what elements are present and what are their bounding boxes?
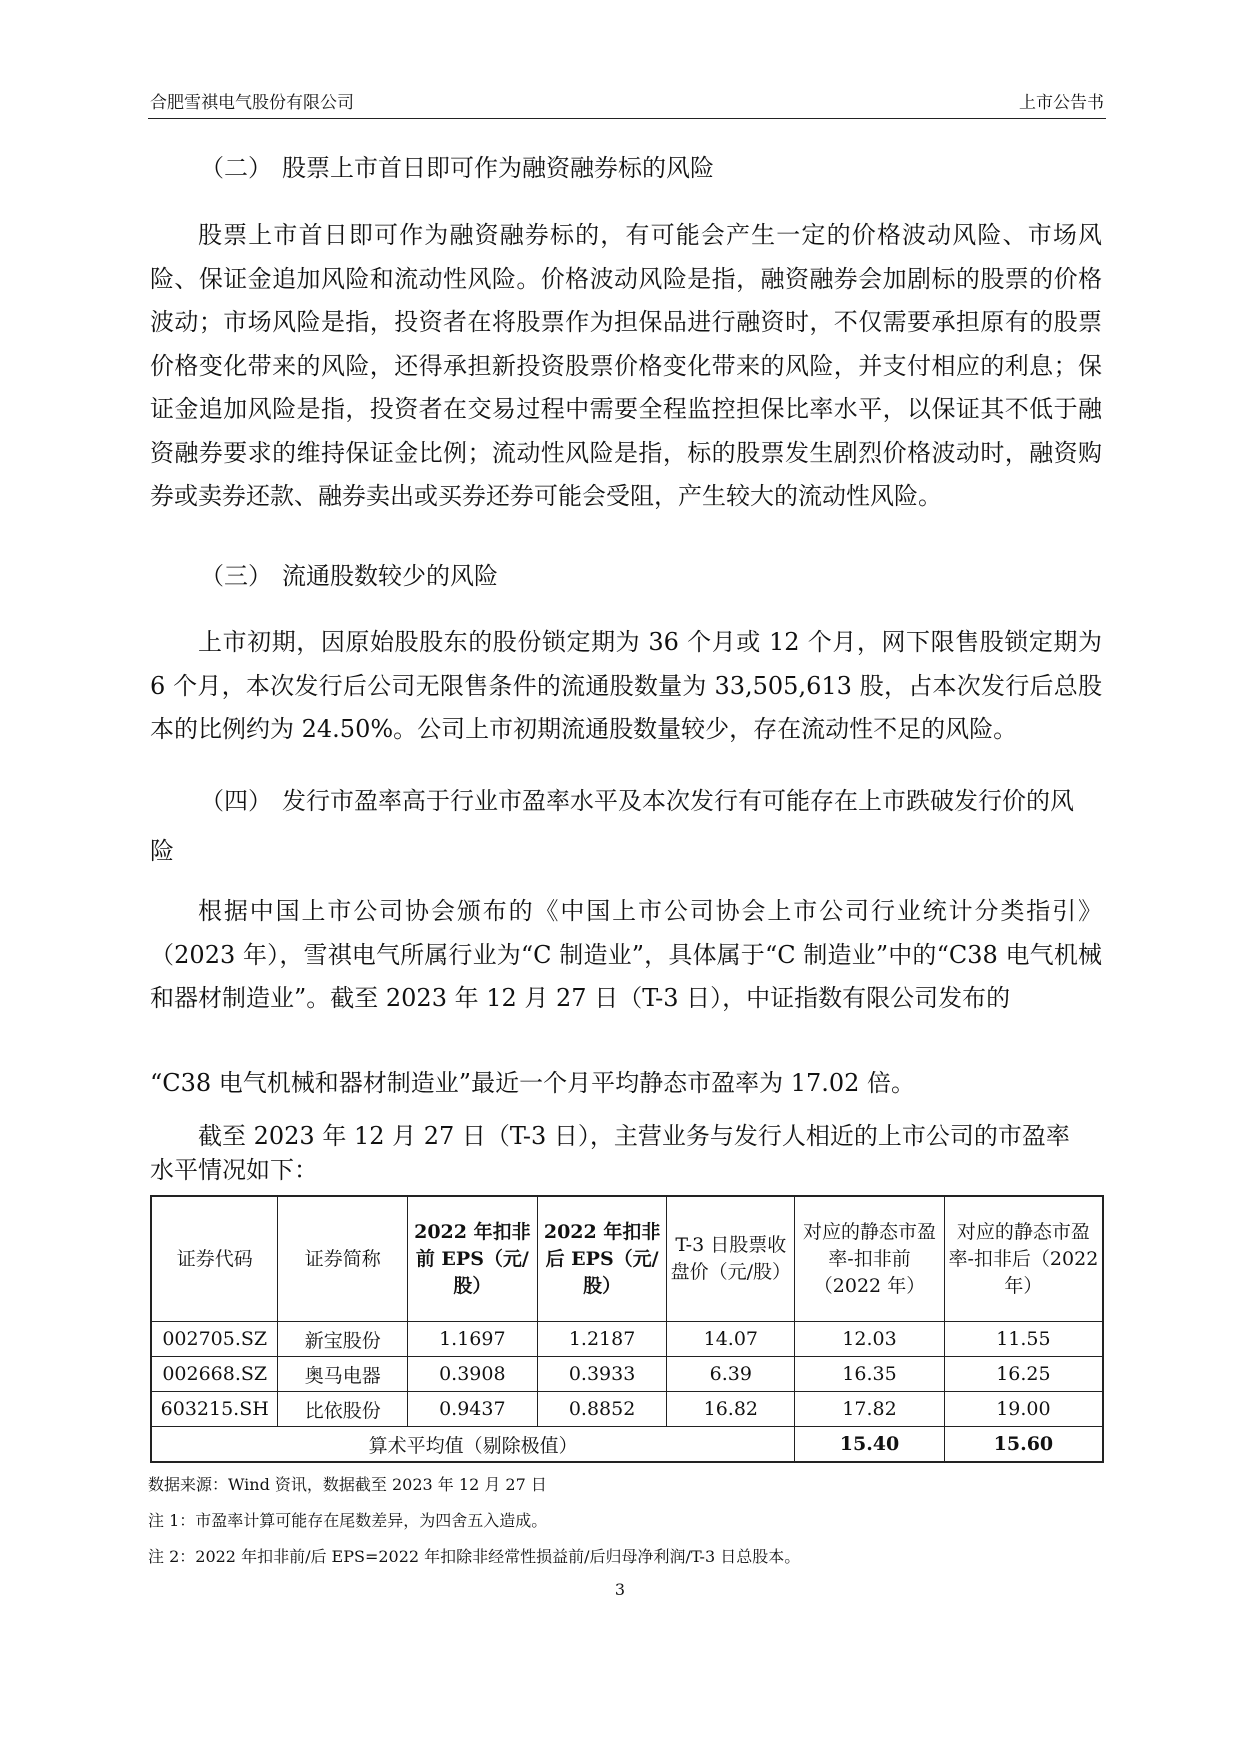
header-name: 证券简称 (278, 1196, 408, 1322)
header-eps-before: 2022 年扣非前 EPS（元/股） (407, 1196, 537, 1322)
cell-name: 新宝股份 (278, 1322, 408, 1357)
section-3-body: 上市初期，因原始股股东的股份锁定期为 36 个月或 12 个月，网下限售股锁定期为 6 个月，本次发行后公司无限售条件的流通股数量为 33,505,613 股，占本次发行后总股本的比例约为 24.50%。公司上市初期流通股数量较少，存在流动性不足的风险。 (150, 628, 1102, 743)
cell-name: 比依股份 (278, 1392, 408, 1427)
header-doc-type: 上市公告书 (1019, 93, 1104, 113)
table-row (151, 1322, 1103, 1357)
average-pe-before: 15.40 (795, 1427, 945, 1463)
section-4-number: （四） (200, 787, 272, 815)
cell-pe-after: 16.25 (944, 1357, 1103, 1392)
cell-eps-before: 0.9437 (407, 1392, 537, 1427)
header-company: 合肥雪祺电气股份有限公司 (150, 93, 354, 113)
cell-code: 002705.SZ (151, 1322, 278, 1357)
cell-code: 002668.SZ (151, 1357, 278, 1392)
section-3-title: 流通股数较少的风险 (282, 562, 498, 590)
cell-close-price: 16.82 (667, 1392, 795, 1427)
section-3-heading (200, 556, 498, 591)
cell-pe-before: 16.35 (795, 1357, 945, 1392)
cell-eps-after: 0.3933 (537, 1357, 667, 1392)
cell-name: 奥马电器 (278, 1357, 408, 1392)
section-3-number: （三） (200, 562, 272, 590)
cell-code: 603215.SH (151, 1392, 278, 1427)
section-4-body-line2: “C38 电气机械和器材制造业”最近一个月平均静态市盈率为 17.02 倍。 (150, 1069, 916, 1097)
cell-pe-before: 17.82 (795, 1392, 945, 1427)
data-source-note: 数据来源：Wind 资讯，数据截至 2023 年 12 月 27 日 (148, 1475, 547, 1494)
header-code: 证券代码 (151, 1196, 278, 1322)
cell-pe-before: 12.03 (795, 1322, 945, 1357)
cell-pe-after: 11.55 (944, 1322, 1103, 1357)
table-intro: 截至 2023 年 12 月 27 日（T-3 日），主营业务与发行人相近的上市公司的市盈率 (198, 1122, 1070, 1150)
section-4-heading (200, 781, 1074, 816)
section-4-body: 根据中国上市公司协会颁布的《中国上市公司协会上市公司行业统计分类指引》（2023 年），雪祺电气所属行业为“C 制造业”，具体属于“C 制造业”中的“C38 电气机械和器材制造业”。截至 2023 年 12 月 27 日（T-3 日），中证指数有限公司发布的 (150, 897, 1102, 1012)
average-pe-after: 15.60 (944, 1427, 1103, 1463)
table-row (151, 1392, 1103, 1427)
section-2-heading (200, 148, 714, 183)
table-average-row (151, 1427, 1103, 1463)
header-close-price: T-3 日股票收盘价（元/股） (667, 1196, 795, 1322)
cell-eps-after: 1.2187 (537, 1322, 667, 1357)
cell-close-price: 14.07 (667, 1322, 795, 1357)
header-eps-after: 2022 年扣非后 EPS（元/股） (537, 1196, 667, 1322)
footnote-1: 注 1：市盈率计算可能存在尾数差异，为四舍五入造成。 (148, 1511, 548, 1530)
page-header (148, 88, 1106, 119)
cell-close-price: 6.39 (667, 1357, 795, 1392)
pe-comparison-table (150, 1195, 1104, 1463)
section-2-number: （二） (200, 154, 272, 182)
table-intro-line2: 水平情况如下： (150, 1156, 318, 1184)
footnote-2: 注 2：2022 年扣非前/后 EPS=2022 年扣除非经常性损益前/后归母净利润/T-3 日总股本。 (148, 1547, 801, 1566)
header-pe-before: 对应的静态市盈率-扣非前（2022 年） (795, 1196, 945, 1322)
cell-eps-before: 0.3908 (407, 1357, 537, 1392)
section-2-title: 股票上市首日即可作为融资融券标的风险 (282, 154, 714, 182)
cell-pe-after: 19.00 (944, 1392, 1103, 1427)
cell-eps-after: 0.8852 (537, 1392, 667, 1427)
average-label: 算术平均值（剔除极值） (151, 1427, 795, 1463)
section-2-body: 股票上市首日即可作为融资融券标的，有可能会产生一定的价格波动风险、市场风险、保证金追加风险和流动性风险。价格波动风险是指，融资融券会加剧标的股票的价格波动；市场风险是指，投资者在将股票作为担保品进行融资时，不仅需要承担原有的股票价格变化带来的风险，还得承担新投资股票价格变化带来的风险，并支付相应的利息；保证金追加风险是指，投资者在交易过程中需要全程监控担保比率水平，以保证其不低于融资融券要求的维持保证金比例；流动性风险是指，标的股票发生剧烈价格波动时，融资购券或卖券还款、融券卖出或买券还券可能会受阻，产生较大的流动性风险。 (150, 221, 1102, 510)
cell-eps-before: 1.1697 (407, 1322, 537, 1357)
section-4-title-line1: 发行市盈率高于行业市盈率水平及本次发行有可能存在上市跌破发行价的风 (282, 787, 1074, 815)
section-4-title-line2: 险 (150, 837, 174, 865)
table-header-row (151, 1196, 1103, 1322)
header-pe-after: 对应的静态市盈率-扣非后（2022 年） (944, 1196, 1103, 1322)
page-number: 3 (614, 1580, 626, 1599)
table-row (151, 1357, 1103, 1392)
